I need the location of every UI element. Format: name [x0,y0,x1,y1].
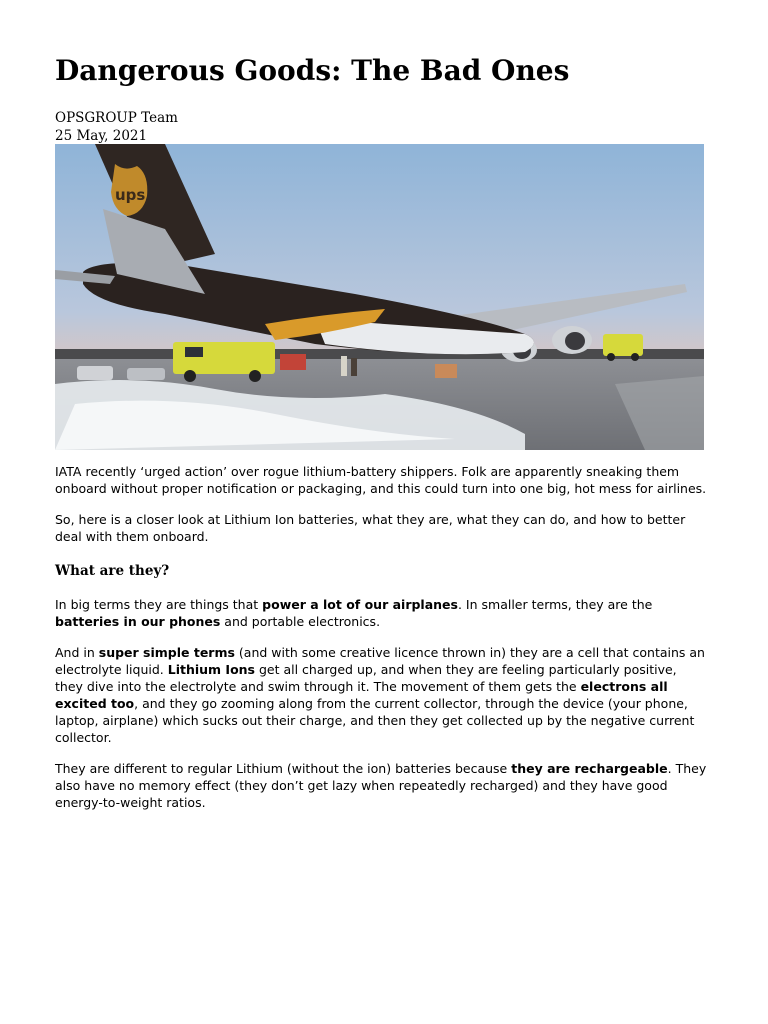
paragraph-big-terms [55,596,707,630]
text-run: (and with some creative licence thrown in) they are a cell that contains an electrolyte liquid. [55,645,705,677]
bold-run: Lithium Ions [167,662,255,677]
paragraph-intro: IATA recently ‘urged action’ over rogue lithium-battery shippers. Folk are apparently sneaking them onboard without proper notification or packaging, and this could turn into one big, hot mess for airlines. [55,464,707,496]
text-run: , and they go zooming along from the current collector, through the device (your phone, laptop, airplane) which sucks out their charge, and then they get collected up by the negative current collector. [55,696,695,745]
bold-run: power a lot of our airplanes [262,597,458,612]
text-run: get all charged up, and when they are feeling particularly positive, they dive into the electrolyte and swim through it. The movement of them gets the [55,662,677,694]
article-author: OPSGROUP Team [55,110,178,126]
hero-image [55,144,704,450]
text-run: . They also have no memory effect (they don’t get lazy when repeatedly recharged) and they have good energy-to-weight ratios. [55,761,707,810]
bold-run: super simple terms [98,645,235,660]
section-heading-what-are-they: What are they? [55,563,170,579]
text-run: They are different to regular Lithium (without the ion) batteries because [55,761,512,776]
bold-run: they are rechargeable [511,761,668,776]
bold-run: electrons all excited too [55,679,668,711]
bold-run: batteries in our phones [55,614,221,629]
text-run: and portable electronics. [220,614,381,629]
article-date: 25 May, 2021 [55,128,148,144]
text-run: In big terms they are things that [55,597,263,612]
text-run: . In smaller terms, they are the [457,597,653,612]
text-run: And in [55,645,99,660]
paragraph-rechargeable [55,760,707,811]
paragraph-simple-terms [55,644,707,746]
burned-cargo-plane-photo [55,144,704,450]
paragraph-closer-look: So, here is a closer look at Lithium Ion batteries, what they are, what they can do, and how to better deal with them onboard. [55,512,686,544]
article-meta [55,109,178,145]
article-title: Dangerous Goods: The Bad Ones [55,54,570,87]
ups-logo-text: ups [115,186,146,204]
article-body [55,463,707,825]
